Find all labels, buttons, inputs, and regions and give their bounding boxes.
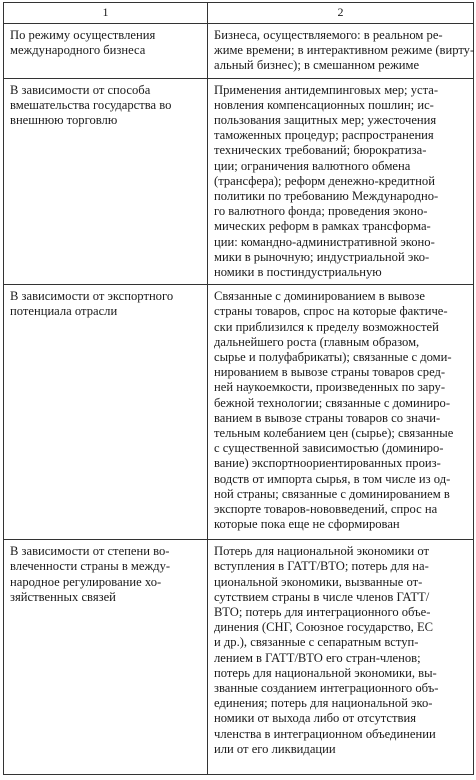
text-line: динения (СНГ, Союзное государство, ЕС — [214, 620, 434, 635]
text-line: ванием в вывозе страны товаров со значи- — [214, 410, 441, 425]
criterion-cell — [4, 540, 208, 775]
types-cell — [208, 24, 474, 79]
text-line: международного бизнеса — [10, 43, 146, 58]
text-line: таможенных процедур; распространения — [214, 128, 434, 143]
text-line: Потерь для национальной экономики от — [214, 544, 429, 559]
text-line: мики в рыночную; индустриальной эко- — [214, 249, 430, 264]
text-line: потерь для национальной экономики, вы- — [214, 665, 437, 680]
text-line: или от его ликвидации — [214, 741, 336, 756]
text-line: ски приблизился к пределу возможностей — [214, 319, 439, 334]
text-line: В зависимости от способа — [10, 82, 151, 97]
text-line: лением в ГАТТ/ВТО его стран-членов; — [214, 650, 421, 665]
table-row — [4, 24, 474, 79]
column-number-1: 1 — [4, 3, 208, 24]
text-line: единения; потерь для национальной эко- — [214, 696, 433, 711]
text-line: вступления в ГАТТ/ВТО; потерь для на- — [214, 559, 429, 574]
text-line: которые пока еще не сформирован — [214, 517, 400, 532]
text-line: народное регулирование хо- — [10, 574, 162, 589]
text-line: политики по требованию Международно- — [214, 189, 439, 204]
text-line: Связанные с доминированием в вывозе — [214, 289, 425, 304]
text-line: и др.), связанные с сепаратным вступ- — [214, 635, 419, 650]
text-line: циональной экономики, вызванные от- — [214, 574, 423, 589]
text-line: жиме времени; в интерактивном режиме (вирту- — [214, 43, 475, 58]
table-row — [4, 285, 474, 540]
text-line: номики в постиндустриальную — [214, 265, 382, 280]
text-line: экспорте товаров-нововведений, спрос на — [214, 502, 438, 517]
text-line: с существенной зависимостью (доминиро- — [214, 441, 444, 456]
text-line: влеченности страны в между- — [10, 559, 171, 574]
text-line: вание) экспортноориентированных произ- — [214, 456, 441, 471]
text-line: членства в интеграционном объединении — [214, 726, 436, 741]
text-line: сутствием страны в числе членов ГАТТ/ — [214, 589, 430, 604]
text-line: номики от выхода либо от отсутствия — [214, 711, 416, 726]
criterion-cell — [4, 285, 208, 540]
column-number-2: 2 — [208, 3, 474, 24]
types-cell — [208, 78, 474, 285]
text-line: го валютного фонда; проведения эконо- — [214, 204, 428, 219]
text-line: ВТО; потерь для интеграционного объе- — [214, 605, 431, 620]
text-line: бежной технологии; связанные с доминиро- — [214, 395, 451, 410]
text-line: ней наукоемкости, произведенных по зару- — [214, 380, 446, 395]
text-line: Применения антидемпинговых мер; уста- — [214, 82, 439, 97]
table-header-row — [4, 3, 474, 24]
text-line: дальнейшего роста (главным образом, — [214, 334, 420, 349]
text-line: ной страны; связанные с доминированием в — [214, 486, 450, 501]
text-line: пользования защитных мер; ужесточения — [214, 113, 437, 128]
text-line: ции; ограничения валютного обмена — [214, 158, 411, 173]
table-row — [4, 78, 474, 285]
text-line: технических требований; бюрократиза- — [214, 143, 427, 158]
types-cell — [208, 540, 474, 775]
classification-table — [3, 2, 474, 775]
text-line: В зависимости от степени во- — [10, 544, 170, 559]
text-line: вмешательства государства во — [10, 97, 172, 112]
text-line: званные созданием интеграционного объ- — [214, 681, 439, 696]
text-line: (трансфера); реформ денежно-кредитной — [214, 173, 435, 188]
text-line: мических реформ в рамках трансформа- — [214, 219, 431, 234]
table-row — [4, 540, 474, 775]
text-line: внешнюю торговлю — [10, 113, 118, 128]
criterion-cell — [4, 24, 208, 79]
text-line: ции: командно-административной эконо- — [214, 234, 435, 249]
text-line: В зависимости от экспортного — [10, 289, 174, 304]
text-line: нированием в вывозе страны товаров сред- — [214, 365, 446, 380]
criterion-cell — [4, 78, 208, 285]
text-line: водств от импорта сырья, в том числе из од- — [214, 471, 451, 486]
text-line: Бизнеса, осуществляемого: в реальном ре- — [214, 28, 443, 42]
text-line: сырье и полуфабрикаты); связанные с доми- — [214, 350, 452, 365]
text-line: потенциала отрасли — [10, 304, 118, 319]
text-line: страны товаров, спрос на которые фактиче- — [214, 304, 448, 319]
text-line: зяйственных связей — [10, 589, 116, 604]
types-cell — [208, 285, 474, 540]
text-line: новления компенсационных пошлин; ис- — [214, 97, 434, 112]
text-line: альный бизнес); в смешанном режиме — [214, 58, 420, 73]
text-line: По режиму осуществления — [10, 28, 156, 42]
text-line: тельным колебанием цен (сырье); связанные — [214, 426, 454, 441]
